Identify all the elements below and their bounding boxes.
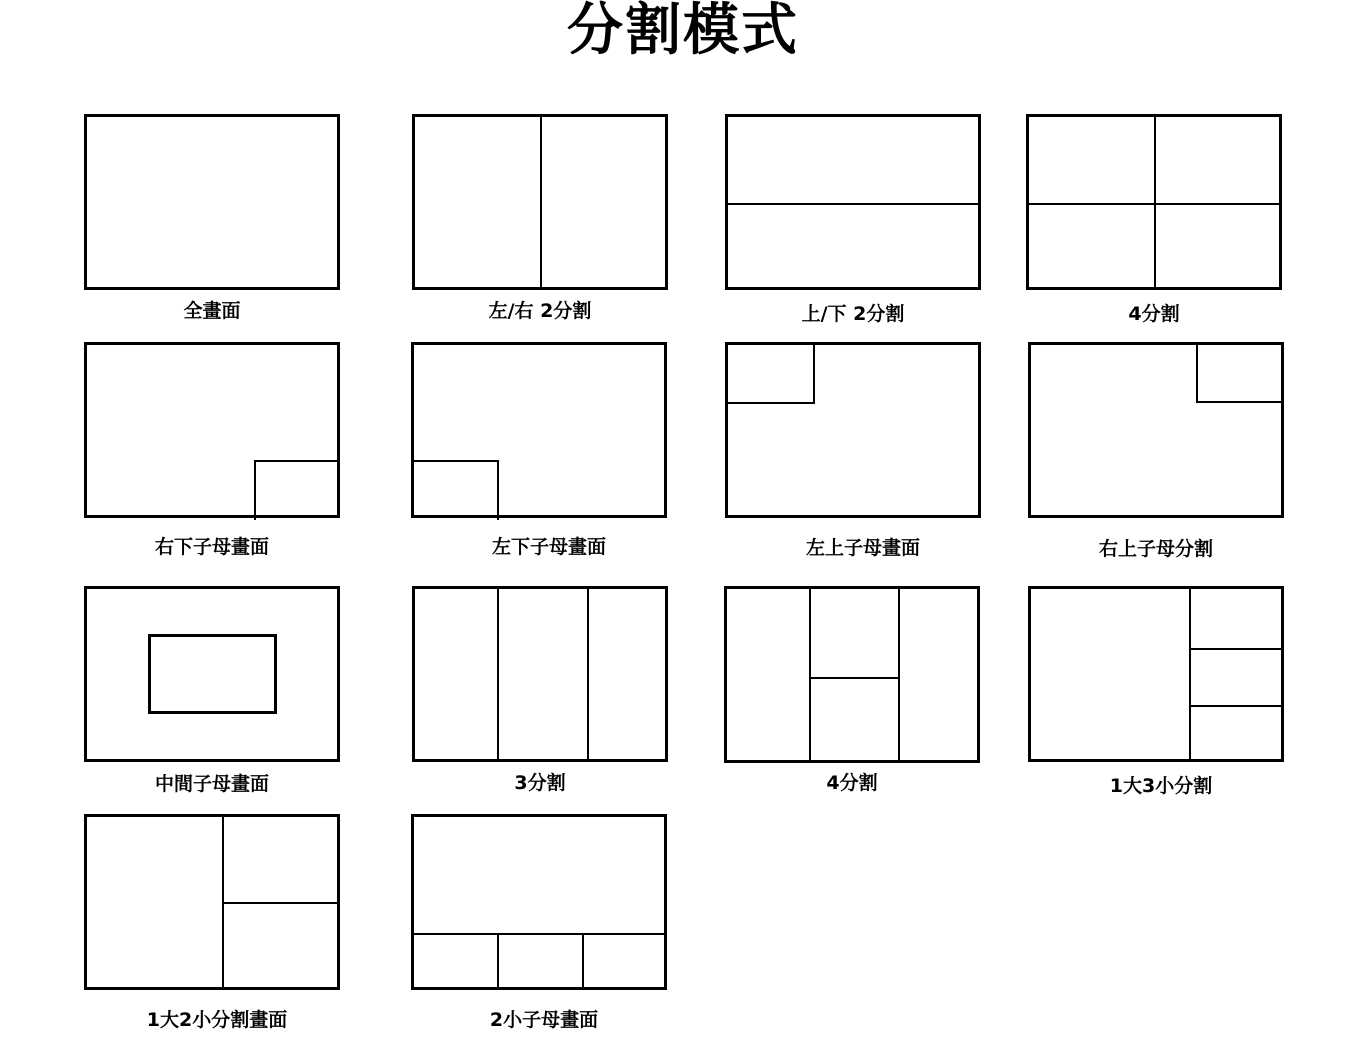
vertical-divider-1 xyxy=(497,933,499,987)
horizontal-divider xyxy=(222,902,339,904)
pip-window xyxy=(254,460,339,520)
layout-one-big-two-small-label: 1大2小分割畫面 xyxy=(146,1009,288,1031)
layout-pip-top-left-label: 左上子母畫面 xyxy=(805,537,920,559)
horizontal-divider xyxy=(728,203,978,205)
layout-pip-bottom-right-label: 右下子母畫面 xyxy=(154,536,269,558)
layout-pip-bottom-left-diagram[interactable] xyxy=(411,342,667,518)
layout-full-label: 全畫面 xyxy=(183,300,241,322)
vertical-divider xyxy=(1154,117,1156,287)
layout-pip-center-diagram[interactable] xyxy=(84,586,340,762)
layout-quad-4-label: 4分割 xyxy=(1128,303,1180,325)
horizontal-divider-2 xyxy=(1189,705,1283,707)
pip-window xyxy=(148,634,277,714)
vertical-divider-2 xyxy=(587,589,589,759)
layout-pip-bottom-right-diagram[interactable] xyxy=(84,342,340,518)
layout-pip-top-right-diagram[interactable] xyxy=(1028,342,1284,518)
layout-one-big-three-small-label: 1大3小分割 xyxy=(1109,775,1213,797)
layout-one-big-three-small-diagram[interactable] xyxy=(1028,586,1284,762)
page-title: 分割模式 xyxy=(567,0,799,63)
horizontal-divider xyxy=(414,933,664,935)
horizontal-divider xyxy=(1029,203,1279,205)
layout-mixed-4-diagram[interactable] xyxy=(724,586,980,763)
layout-quad-4-diagram[interactable] xyxy=(1026,114,1282,290)
vertical-divider xyxy=(540,117,542,287)
layout-full-diagram[interactable] xyxy=(84,114,340,290)
layout-pip-top-left-diagram[interactable] xyxy=(725,342,981,518)
vertical-divider-2 xyxy=(582,933,584,987)
layout-triple-3-label: 3分割 xyxy=(514,772,566,794)
horizontal-divider-1 xyxy=(1189,648,1283,650)
pip-window xyxy=(413,460,499,520)
vertical-divider xyxy=(1189,589,1191,759)
pip-window xyxy=(1196,344,1284,403)
layout-pip-top-right-label: 右上子母分割 xyxy=(1098,538,1213,560)
layout-pip-center-label: 中間子母畫面 xyxy=(154,773,269,795)
horizontal-divider-middle xyxy=(809,677,900,679)
layout-left-right-2-diagram[interactable] xyxy=(412,114,668,290)
layout-top-bottom-2-diagram[interactable] xyxy=(725,114,981,290)
layout-one-big-two-small-diagram[interactable] xyxy=(84,814,340,990)
layout-two-small-pip-diagram[interactable] xyxy=(411,814,667,990)
layout-top-bottom-2-label: 上/下 2分割 xyxy=(801,303,905,325)
layout-pip-bottom-left-label: 左下子母畫面 xyxy=(491,536,606,558)
layout-left-right-2-label: 左/右 2分割 xyxy=(488,300,592,322)
layout-mixed-4-label: 4分割 xyxy=(826,772,878,794)
vertical-divider-1 xyxy=(809,589,811,760)
vertical-divider-1 xyxy=(497,589,499,759)
layout-triple-3-diagram[interactable] xyxy=(412,586,668,762)
layout-two-small-pip-label: 2小子母畫面 xyxy=(489,1009,599,1031)
vertical-divider-2 xyxy=(898,589,900,760)
pip-window xyxy=(727,344,815,404)
